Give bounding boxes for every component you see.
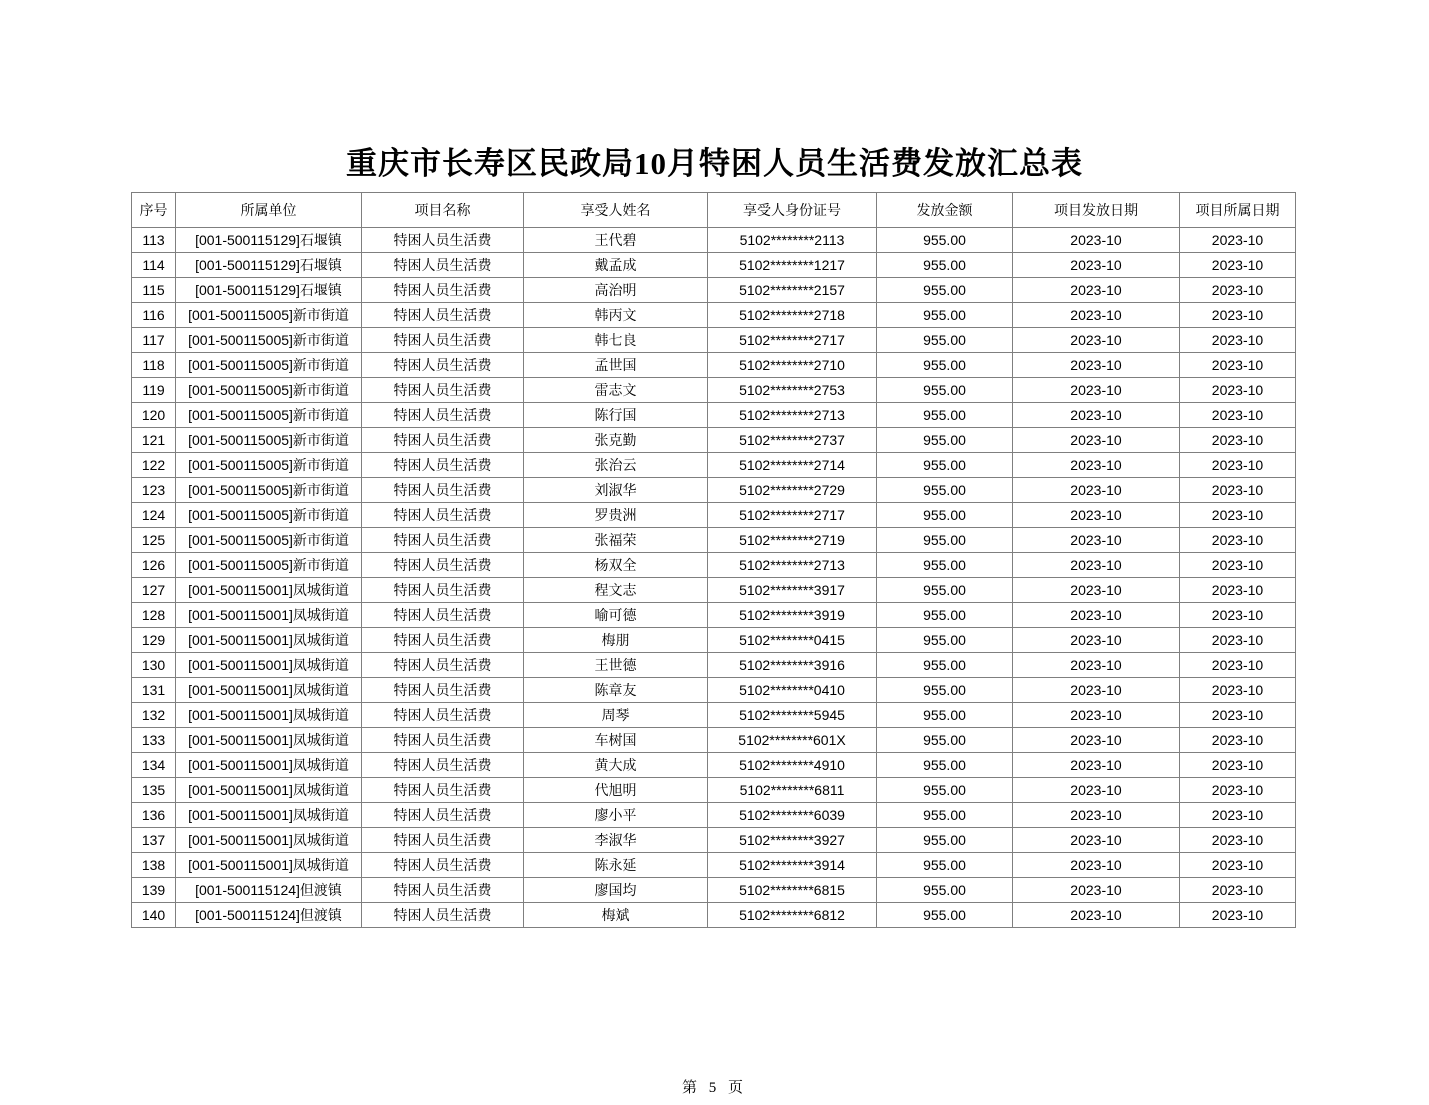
cell-index: 136 [132, 803, 176, 828]
cell-unit: [001-500115001]凤城街道 [176, 603, 362, 628]
cell-id-number: 5102********601X [708, 728, 877, 753]
table-row [132, 778, 1296, 803]
table-row [132, 653, 1296, 678]
table-header-row [132, 193, 1296, 228]
cell-unit: [001-500115001]凤城街道 [176, 678, 362, 703]
cell-issue-date: 2023-10 [1013, 353, 1180, 378]
cell-issue-date: 2023-10 [1013, 578, 1180, 603]
cell-issue-date: 2023-10 [1013, 778, 1180, 803]
cell-project-name: 特困人员生活费 [362, 278, 524, 303]
table-row [132, 228, 1296, 253]
cell-issue-date: 2023-10 [1013, 878, 1180, 903]
cell-beneficiary-name: 杨双全 [524, 553, 708, 578]
cell-amount: 955.00 [877, 328, 1013, 353]
cell-period-date: 2023-10 [1180, 753, 1296, 778]
cell-beneficiary-name: 罗贵洲 [524, 503, 708, 528]
cell-beneficiary-name: 雷志文 [524, 378, 708, 403]
cell-id-number: 5102********6811 [708, 778, 877, 803]
cell-unit: [001-500115005]新市街道 [176, 478, 362, 503]
table-row [132, 453, 1296, 478]
table-row [132, 353, 1296, 378]
cell-unit: [001-500115129]石堰镇 [176, 253, 362, 278]
cell-id-number: 5102********3927 [708, 828, 877, 853]
cell-amount: 955.00 [877, 553, 1013, 578]
cell-amount: 955.00 [877, 578, 1013, 603]
cell-beneficiary-name: 王世德 [524, 653, 708, 678]
cell-unit: [001-500115001]凤城街道 [176, 653, 362, 678]
cell-id-number: 5102********2113 [708, 228, 877, 253]
cell-unit: [001-500115001]凤城街道 [176, 853, 362, 878]
cell-unit: [001-500115001]凤城街道 [176, 753, 362, 778]
cell-beneficiary-name: 陈永延 [524, 853, 708, 878]
cell-index: 115 [132, 278, 176, 303]
cell-index: 135 [132, 778, 176, 803]
cell-unit: [001-500115001]凤城街道 [176, 578, 362, 603]
cell-unit: [001-500115005]新市街道 [176, 303, 362, 328]
cell-unit: [001-500115005]新市街道 [176, 528, 362, 553]
column-header-beneficiary-name: 享受人姓名 [524, 193, 708, 228]
cell-unit: [001-500115005]新市街道 [176, 428, 362, 453]
cell-amount: 955.00 [877, 728, 1013, 753]
cell-beneficiary-name: 王代碧 [524, 228, 708, 253]
cell-index: 118 [132, 353, 176, 378]
cell-project-name: 特困人员生活费 [362, 503, 524, 528]
cell-unit: [001-500115001]凤城街道 [176, 728, 362, 753]
cell-issue-date: 2023-10 [1013, 528, 1180, 553]
cell-issue-date: 2023-10 [1013, 753, 1180, 778]
cell-issue-date: 2023-10 [1013, 853, 1180, 878]
table-row [132, 253, 1296, 278]
cell-beneficiary-name: 李淑华 [524, 828, 708, 853]
cell-project-name: 特困人员生活费 [362, 753, 524, 778]
cell-project-name: 特困人员生活费 [362, 453, 524, 478]
cell-period-date: 2023-10 [1180, 603, 1296, 628]
cell-beneficiary-name: 梅朋 [524, 628, 708, 653]
cell-id-number: 5102********2713 [708, 553, 877, 578]
cell-beneficiary-name: 刘淑华 [524, 478, 708, 503]
cell-project-name: 特困人员生活费 [362, 553, 524, 578]
cell-index: 114 [132, 253, 176, 278]
cell-project-name: 特困人员生活费 [362, 678, 524, 703]
cell-id-number: 5102********2719 [708, 528, 877, 553]
cell-unit: [001-500115005]新市街道 [176, 453, 362, 478]
cell-period-date: 2023-10 [1180, 853, 1296, 878]
cell-index: 138 [132, 853, 176, 878]
cell-id-number: 5102********6815 [708, 878, 877, 903]
cell-period-date: 2023-10 [1180, 578, 1296, 603]
cell-issue-date: 2023-10 [1013, 228, 1180, 253]
cell-index: 127 [132, 578, 176, 603]
cell-period-date: 2023-10 [1180, 278, 1296, 303]
cell-issue-date: 2023-10 [1013, 428, 1180, 453]
cell-amount: 955.00 [877, 853, 1013, 878]
cell-period-date: 2023-10 [1180, 303, 1296, 328]
cell-issue-date: 2023-10 [1013, 678, 1180, 703]
cell-index: 125 [132, 528, 176, 553]
cell-id-number: 5102********0410 [708, 678, 877, 703]
cell-beneficiary-name: 代旭明 [524, 778, 708, 803]
cell-index: 116 [132, 303, 176, 328]
cell-amount: 955.00 [877, 903, 1013, 928]
table-row [132, 628, 1296, 653]
cell-project-name: 特困人员生活费 [362, 303, 524, 328]
cell-project-name: 特困人员生活费 [362, 778, 524, 803]
cell-id-number: 5102********2753 [708, 378, 877, 403]
cell-id-number: 5102********2729 [708, 478, 877, 503]
cell-issue-date: 2023-10 [1013, 628, 1180, 653]
cell-unit: [001-500115001]凤城街道 [176, 803, 362, 828]
cell-amount: 955.00 [877, 403, 1013, 428]
cell-project-name: 特困人员生活费 [362, 803, 524, 828]
cell-index: 139 [132, 878, 176, 903]
cell-id-number: 5102********3916 [708, 653, 877, 678]
cell-period-date: 2023-10 [1180, 403, 1296, 428]
cell-period-date: 2023-10 [1180, 478, 1296, 503]
cell-beneficiary-name: 高治明 [524, 278, 708, 303]
cell-amount: 955.00 [877, 653, 1013, 678]
cell-project-name: 特困人员生活费 [362, 828, 524, 853]
cell-period-date: 2023-10 [1180, 378, 1296, 403]
cell-index: 113 [132, 228, 176, 253]
table-body [132, 228, 1296, 928]
table-row [132, 403, 1296, 428]
cell-period-date: 2023-10 [1180, 803, 1296, 828]
cell-period-date: 2023-10 [1180, 453, 1296, 478]
cell-project-name: 特困人员生活费 [362, 653, 524, 678]
cell-index: 126 [132, 553, 176, 578]
table-row [132, 303, 1296, 328]
cell-issue-date: 2023-10 [1013, 903, 1180, 928]
cell-beneficiary-name: 戴孟成 [524, 253, 708, 278]
cell-issue-date: 2023-10 [1013, 603, 1180, 628]
table-row [132, 753, 1296, 778]
cell-index: 119 [132, 378, 176, 403]
cell-issue-date: 2023-10 [1013, 403, 1180, 428]
cell-index: 129 [132, 628, 176, 653]
cell-issue-date: 2023-10 [1013, 828, 1180, 853]
cell-unit: [001-500115005]新市街道 [176, 353, 362, 378]
cell-beneficiary-name: 韩七良 [524, 328, 708, 353]
cell-period-date: 2023-10 [1180, 553, 1296, 578]
cell-amount: 955.00 [877, 878, 1013, 903]
cell-beneficiary-name: 周琴 [524, 703, 708, 728]
cell-project-name: 特困人员生活费 [362, 528, 524, 553]
table-row [132, 903, 1296, 928]
cell-amount: 955.00 [877, 603, 1013, 628]
cell-id-number: 5102********2713 [708, 403, 877, 428]
cell-project-name: 特困人员生活费 [362, 603, 524, 628]
cell-amount: 955.00 [877, 478, 1013, 503]
cell-unit: [001-500115001]凤城街道 [176, 828, 362, 853]
cell-amount: 955.00 [877, 428, 1013, 453]
page-title: 重庆市长寿区民政局10月特困人员生活费发放汇总表 [346, 146, 1083, 181]
cell-unit: [001-500115124]但渡镇 [176, 903, 362, 928]
cell-beneficiary-name: 孟世国 [524, 353, 708, 378]
cell-issue-date: 2023-10 [1013, 453, 1180, 478]
column-header-amount: 发放金额 [877, 193, 1013, 228]
cell-period-date: 2023-10 [1180, 528, 1296, 553]
cell-id-number: 5102********2717 [708, 503, 877, 528]
table-row [132, 428, 1296, 453]
cell-project-name: 特困人员生活费 [362, 253, 524, 278]
cell-id-number: 5102********1217 [708, 253, 877, 278]
cell-beneficiary-name: 陈行国 [524, 403, 708, 428]
cell-beneficiary-name: 张福荣 [524, 528, 708, 553]
cell-issue-date: 2023-10 [1013, 728, 1180, 753]
cell-period-date: 2023-10 [1180, 353, 1296, 378]
cell-amount: 955.00 [877, 678, 1013, 703]
cell-id-number: 5102********6812 [708, 903, 877, 928]
table-row [132, 828, 1296, 853]
column-header-unit: 所属单位 [176, 193, 362, 228]
table-header [132, 193, 1296, 228]
cell-issue-date: 2023-10 [1013, 478, 1180, 503]
cell-id-number: 5102********2157 [708, 278, 877, 303]
cell-period-date: 2023-10 [1180, 678, 1296, 703]
cell-index: 140 [132, 903, 176, 928]
cell-id-number: 5102********2718 [708, 303, 877, 328]
cell-id-number: 5102********3917 [708, 578, 877, 603]
cell-id-number: 5102********2710 [708, 353, 877, 378]
cell-period-date: 2023-10 [1180, 728, 1296, 753]
cell-period-date: 2023-10 [1180, 228, 1296, 253]
cell-project-name: 特困人员生活费 [362, 703, 524, 728]
cell-unit: [001-500115124]但渡镇 [176, 878, 362, 903]
cell-project-name: 特困人员生活费 [362, 403, 524, 428]
cell-amount: 955.00 [877, 778, 1013, 803]
cell-project-name: 特困人员生活费 [362, 853, 524, 878]
cell-issue-date: 2023-10 [1013, 278, 1180, 303]
cell-id-number: 5102********2717 [708, 328, 877, 353]
cell-index: 123 [132, 478, 176, 503]
cell-period-date: 2023-10 [1180, 703, 1296, 728]
cell-index: 134 [132, 753, 176, 778]
cell-index: 132 [132, 703, 176, 728]
allowance-summary-table [131, 192, 1296, 928]
cell-id-number: 5102********3914 [708, 853, 877, 878]
cell-amount: 955.00 [877, 703, 1013, 728]
cell-unit: [001-500115005]新市街道 [176, 403, 362, 428]
cell-project-name: 特困人员生活费 [362, 378, 524, 403]
cell-period-date: 2023-10 [1180, 653, 1296, 678]
table-row [132, 578, 1296, 603]
cell-amount: 955.00 [877, 628, 1013, 653]
cell-issue-date: 2023-10 [1013, 553, 1180, 578]
cell-unit: [001-500115005]新市街道 [176, 378, 362, 403]
cell-period-date: 2023-10 [1180, 428, 1296, 453]
table-row [132, 553, 1296, 578]
cell-issue-date: 2023-10 [1013, 803, 1180, 828]
cell-index: 128 [132, 603, 176, 628]
cell-project-name: 特困人员生活费 [362, 903, 524, 928]
cell-issue-date: 2023-10 [1013, 253, 1180, 278]
cell-issue-date: 2023-10 [1013, 653, 1180, 678]
cell-id-number: 5102********4910 [708, 753, 877, 778]
cell-issue-date: 2023-10 [1013, 378, 1180, 403]
column-header-project-name: 项目名称 [362, 193, 524, 228]
table-row [132, 278, 1296, 303]
cell-index: 131 [132, 678, 176, 703]
cell-amount: 955.00 [877, 228, 1013, 253]
table-row [132, 528, 1296, 553]
cell-project-name: 特困人员生活费 [362, 628, 524, 653]
page-number: 第 5 页 [681, 1080, 747, 1096]
column-header-issue-date: 项目发放日期 [1013, 193, 1180, 228]
cell-amount: 955.00 [877, 503, 1013, 528]
cell-amount: 955.00 [877, 453, 1013, 478]
cell-beneficiary-name: 喻可德 [524, 603, 708, 628]
cell-beneficiary-name: 梅斌 [524, 903, 708, 928]
cell-unit: [001-500115005]新市街道 [176, 503, 362, 528]
cell-amount: 955.00 [877, 303, 1013, 328]
cell-beneficiary-name: 陈章友 [524, 678, 708, 703]
cell-period-date: 2023-10 [1180, 903, 1296, 928]
cell-index: 121 [132, 428, 176, 453]
table-row [132, 703, 1296, 728]
cell-unit: [001-500115129]石堰镇 [176, 278, 362, 303]
cell-amount: 955.00 [877, 753, 1013, 778]
cell-amount: 955.00 [877, 353, 1013, 378]
cell-project-name: 特困人员生活费 [362, 328, 524, 353]
table-row [132, 853, 1296, 878]
cell-beneficiary-name: 张治云 [524, 453, 708, 478]
table-row [132, 503, 1296, 528]
cell-id-number: 5102********3919 [708, 603, 877, 628]
cell-index: 130 [132, 653, 176, 678]
cell-amount: 955.00 [877, 528, 1013, 553]
cell-project-name: 特困人员生活费 [362, 578, 524, 603]
cell-beneficiary-name: 车树国 [524, 728, 708, 753]
cell-index: 122 [132, 453, 176, 478]
cell-unit: [001-500115001]凤城街道 [176, 778, 362, 803]
cell-period-date: 2023-10 [1180, 253, 1296, 278]
cell-issue-date: 2023-10 [1013, 328, 1180, 353]
table-row [132, 803, 1296, 828]
cell-beneficiary-name: 廖国均 [524, 878, 708, 903]
table-row [132, 328, 1296, 353]
cell-beneficiary-name: 廖小平 [524, 803, 708, 828]
cell-project-name: 特困人员生活费 [362, 878, 524, 903]
cell-id-number: 5102********6039 [708, 803, 877, 828]
table-row [132, 878, 1296, 903]
cell-beneficiary-name: 黄大成 [524, 753, 708, 778]
cell-unit: [001-500115005]新市街道 [176, 553, 362, 578]
cell-period-date: 2023-10 [1180, 328, 1296, 353]
cell-amount: 955.00 [877, 278, 1013, 303]
cell-beneficiary-name: 张克勤 [524, 428, 708, 453]
cell-id-number: 5102********5945 [708, 703, 877, 728]
cell-project-name: 特困人员生活费 [362, 478, 524, 503]
table-row [132, 678, 1296, 703]
cell-project-name: 特困人员生活费 [362, 228, 524, 253]
cell-period-date: 2023-10 [1180, 878, 1296, 903]
cell-id-number: 5102********0415 [708, 628, 877, 653]
column-header-id-number: 享受人身份证号 [708, 193, 877, 228]
cell-issue-date: 2023-10 [1013, 303, 1180, 328]
cell-period-date: 2023-10 [1180, 503, 1296, 528]
cell-amount: 955.00 [877, 803, 1013, 828]
cell-issue-date: 2023-10 [1013, 703, 1180, 728]
cell-id-number: 5102********2714 [708, 453, 877, 478]
table-row [132, 478, 1296, 503]
cell-unit: [001-500115001]凤城街道 [176, 628, 362, 653]
cell-id-number: 5102********2737 [708, 428, 877, 453]
cell-beneficiary-name: 韩丙文 [524, 303, 708, 328]
table-row [132, 728, 1296, 753]
cell-unit: [001-500115001]凤城街道 [176, 703, 362, 728]
cell-amount: 955.00 [877, 378, 1013, 403]
cell-project-name: 特困人员生活费 [362, 428, 524, 453]
cell-index: 133 [132, 728, 176, 753]
cell-index: 124 [132, 503, 176, 528]
cell-index: 120 [132, 403, 176, 428]
table-row [132, 378, 1296, 403]
cell-index: 137 [132, 828, 176, 853]
cell-amount: 955.00 [877, 828, 1013, 853]
cell-project-name: 特困人员生活费 [362, 353, 524, 378]
cell-period-date: 2023-10 [1180, 628, 1296, 653]
cell-index: 117 [132, 328, 176, 353]
cell-issue-date: 2023-10 [1013, 503, 1180, 528]
cell-unit: [001-500115005]新市街道 [176, 328, 362, 353]
cell-project-name: 特困人员生活费 [362, 728, 524, 753]
table-row [132, 603, 1296, 628]
cell-period-date: 2023-10 [1180, 778, 1296, 803]
column-header-period-date: 项目所属日期 [1180, 193, 1296, 228]
cell-beneficiary-name: 程文志 [524, 578, 708, 603]
cell-period-date: 2023-10 [1180, 828, 1296, 853]
column-header-index: 序号 [132, 193, 176, 228]
cell-unit: [001-500115129]石堰镇 [176, 228, 362, 253]
cell-amount: 955.00 [877, 253, 1013, 278]
